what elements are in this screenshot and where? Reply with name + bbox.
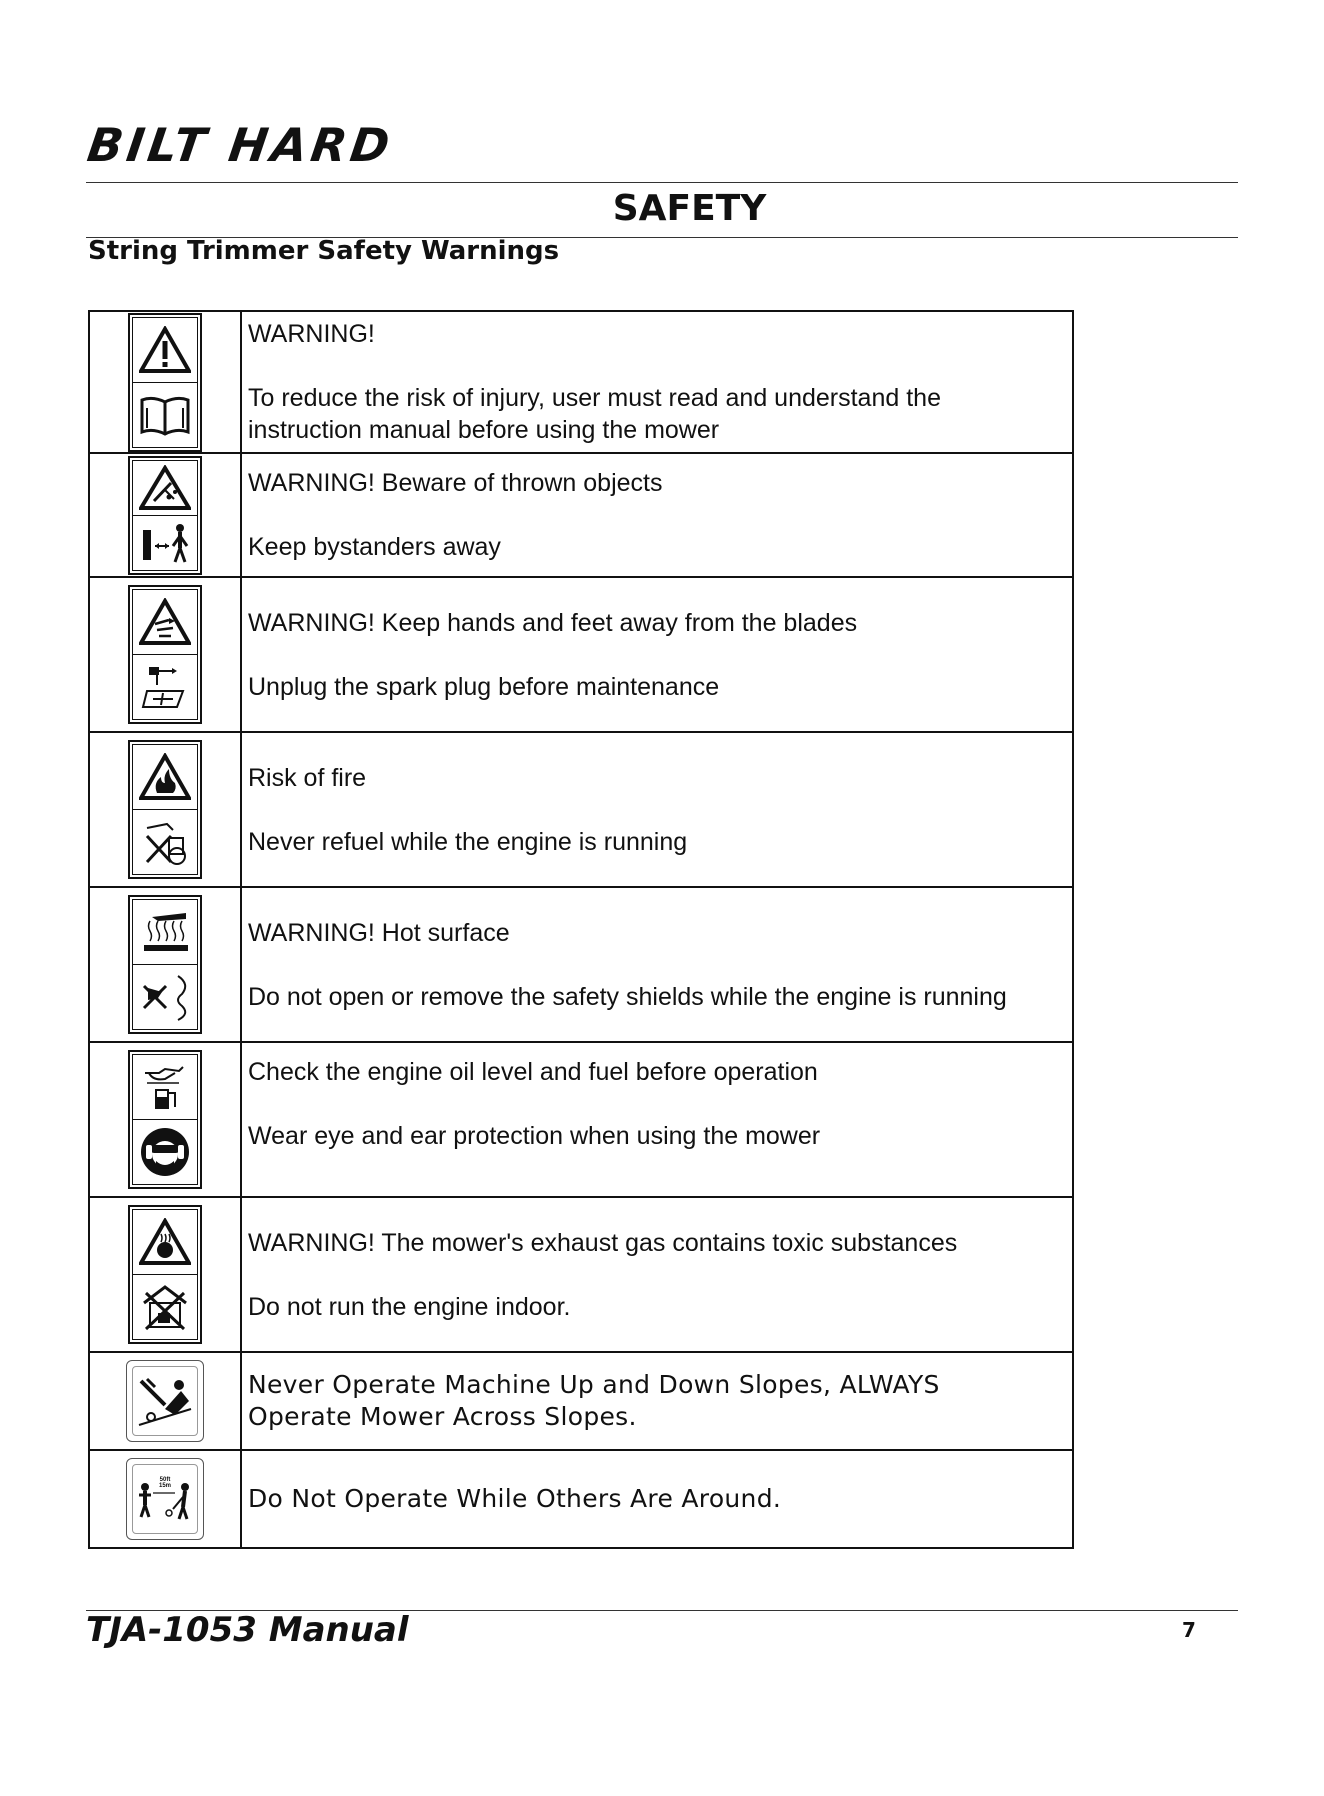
table-row bbox=[89, 1042, 1073, 1197]
unplug-spark-plug-icon bbox=[133, 654, 197, 719]
warning-line: WARNING! bbox=[248, 320, 375, 348]
warning-line: Do not open or remove the safety shields while the engine is running bbox=[248, 982, 1007, 1011]
distance-label: 50ft 15m bbox=[158, 1477, 171, 1489]
warning-line: Never refuel while the engine is running bbox=[248, 827, 688, 856]
warning-text bbox=[241, 1197, 1073, 1352]
pictogram bbox=[126, 1360, 204, 1442]
line-gap bbox=[248, 1152, 1064, 1184]
warning-text bbox=[241, 1450, 1073, 1548]
line-gap bbox=[248, 1088, 1064, 1120]
warning-text bbox=[241, 577, 1073, 732]
header-rule-top bbox=[86, 182, 1238, 183]
warning-line: Never Operate Machine Up and Down Slopes, ALWAYS bbox=[248, 1370, 940, 1399]
table-row bbox=[89, 1450, 1073, 1548]
oil-fuel-check-icon bbox=[133, 1055, 197, 1119]
warning-text bbox=[241, 453, 1073, 577]
brand-logo: BILT HARD bbox=[84, 118, 397, 172]
manual-book-icon bbox=[133, 382, 197, 447]
table-row bbox=[89, 453, 1073, 577]
distance-others-icon bbox=[132, 1464, 198, 1534]
icon-cell bbox=[89, 577, 241, 732]
table-row bbox=[89, 732, 1073, 887]
warning-line: Do Not Operate While Others Are Around. bbox=[248, 1484, 782, 1513]
fire-warning-icon bbox=[133, 745, 197, 809]
icon-cell bbox=[89, 1352, 241, 1450]
icon-cell bbox=[89, 453, 241, 577]
icon-cell bbox=[89, 1042, 241, 1197]
line-gap bbox=[248, 499, 1064, 531]
no-remove-shield-icon bbox=[133, 964, 197, 1029]
line-gap bbox=[248, 949, 1064, 981]
section-subtitle: String Trimmer Safety Warnings bbox=[88, 236, 560, 266]
warning-line: instruction manual before using the mower bbox=[248, 416, 720, 444]
icon-cell bbox=[89, 311, 241, 453]
pictogram bbox=[128, 1050, 202, 1189]
table-row bbox=[89, 311, 1073, 453]
warning-line: Keep bystanders away bbox=[248, 533, 501, 561]
pictogram bbox=[126, 1458, 204, 1540]
line-gap bbox=[248, 639, 1064, 671]
pictogram bbox=[128, 1205, 202, 1344]
table-row bbox=[89, 1352, 1073, 1450]
table-row bbox=[89, 1197, 1073, 1352]
pictogram bbox=[128, 313, 202, 452]
safety-warnings-table bbox=[88, 310, 1074, 1549]
line-gap bbox=[248, 350, 1064, 382]
no-indoor-icon bbox=[133, 1274, 197, 1339]
warning-triangle-icon bbox=[133, 318, 197, 382]
pictogram bbox=[128, 740, 202, 879]
table-row bbox=[89, 577, 1073, 732]
icon-cell bbox=[89, 1450, 241, 1548]
thrown-objects-icon bbox=[133, 461, 197, 515]
warning-line: WARNING! The mower's exhaust gas contains toxic substances bbox=[248, 1228, 958, 1257]
pictogram bbox=[128, 585, 202, 724]
warning-text bbox=[241, 1352, 1073, 1450]
page-number: 7 bbox=[1182, 1618, 1196, 1642]
hot-surface-icon bbox=[133, 900, 197, 964]
pictogram bbox=[128, 895, 202, 1034]
table-row bbox=[89, 887, 1073, 1042]
page-title: SAFETY bbox=[612, 188, 767, 229]
warning-text bbox=[241, 732, 1073, 887]
warning-line: Do not run the engine indoor. bbox=[248, 1292, 571, 1321]
hand-foot-blade-icon bbox=[133, 590, 197, 654]
warning-line: Operate Mower Across Slopes. bbox=[248, 1402, 637, 1431]
slope-icon bbox=[132, 1366, 198, 1436]
warning-text bbox=[241, 887, 1073, 1042]
bystanders-away-icon bbox=[133, 515, 197, 570]
warning-line: WARNING! Keep hands and feet away from the blades bbox=[248, 608, 858, 637]
warning-line: Check the engine oil level and fuel before operation bbox=[248, 1057, 818, 1086]
warning-line: Risk of fire bbox=[248, 763, 367, 792]
toxic-gas-icon bbox=[133, 1210, 197, 1274]
warning-text bbox=[241, 311, 1073, 453]
warning-text bbox=[241, 1042, 1073, 1197]
pictogram bbox=[128, 456, 202, 575]
warning-line: WARNING! Hot surface bbox=[248, 918, 510, 947]
eye-ear-protection-icon bbox=[133, 1119, 197, 1184]
warning-line: WARNING! Beware of thrown objects bbox=[248, 469, 663, 497]
line-gap bbox=[248, 794, 1064, 826]
warning-line: Wear eye and ear protection when using the mower bbox=[248, 1121, 821, 1150]
manual-name: TJA-1053 Manual bbox=[86, 1610, 409, 1650]
line-gap bbox=[248, 1259, 1064, 1291]
icon-cell bbox=[89, 887, 241, 1042]
no-refuel-icon bbox=[133, 809, 197, 874]
warning-line: To reduce the risk of injury, user must read and understand the bbox=[248, 384, 941, 412]
warning-line: Unplug the spark plug before maintenance bbox=[248, 672, 720, 701]
icon-cell bbox=[89, 1197, 241, 1352]
icon-cell bbox=[89, 732, 241, 887]
